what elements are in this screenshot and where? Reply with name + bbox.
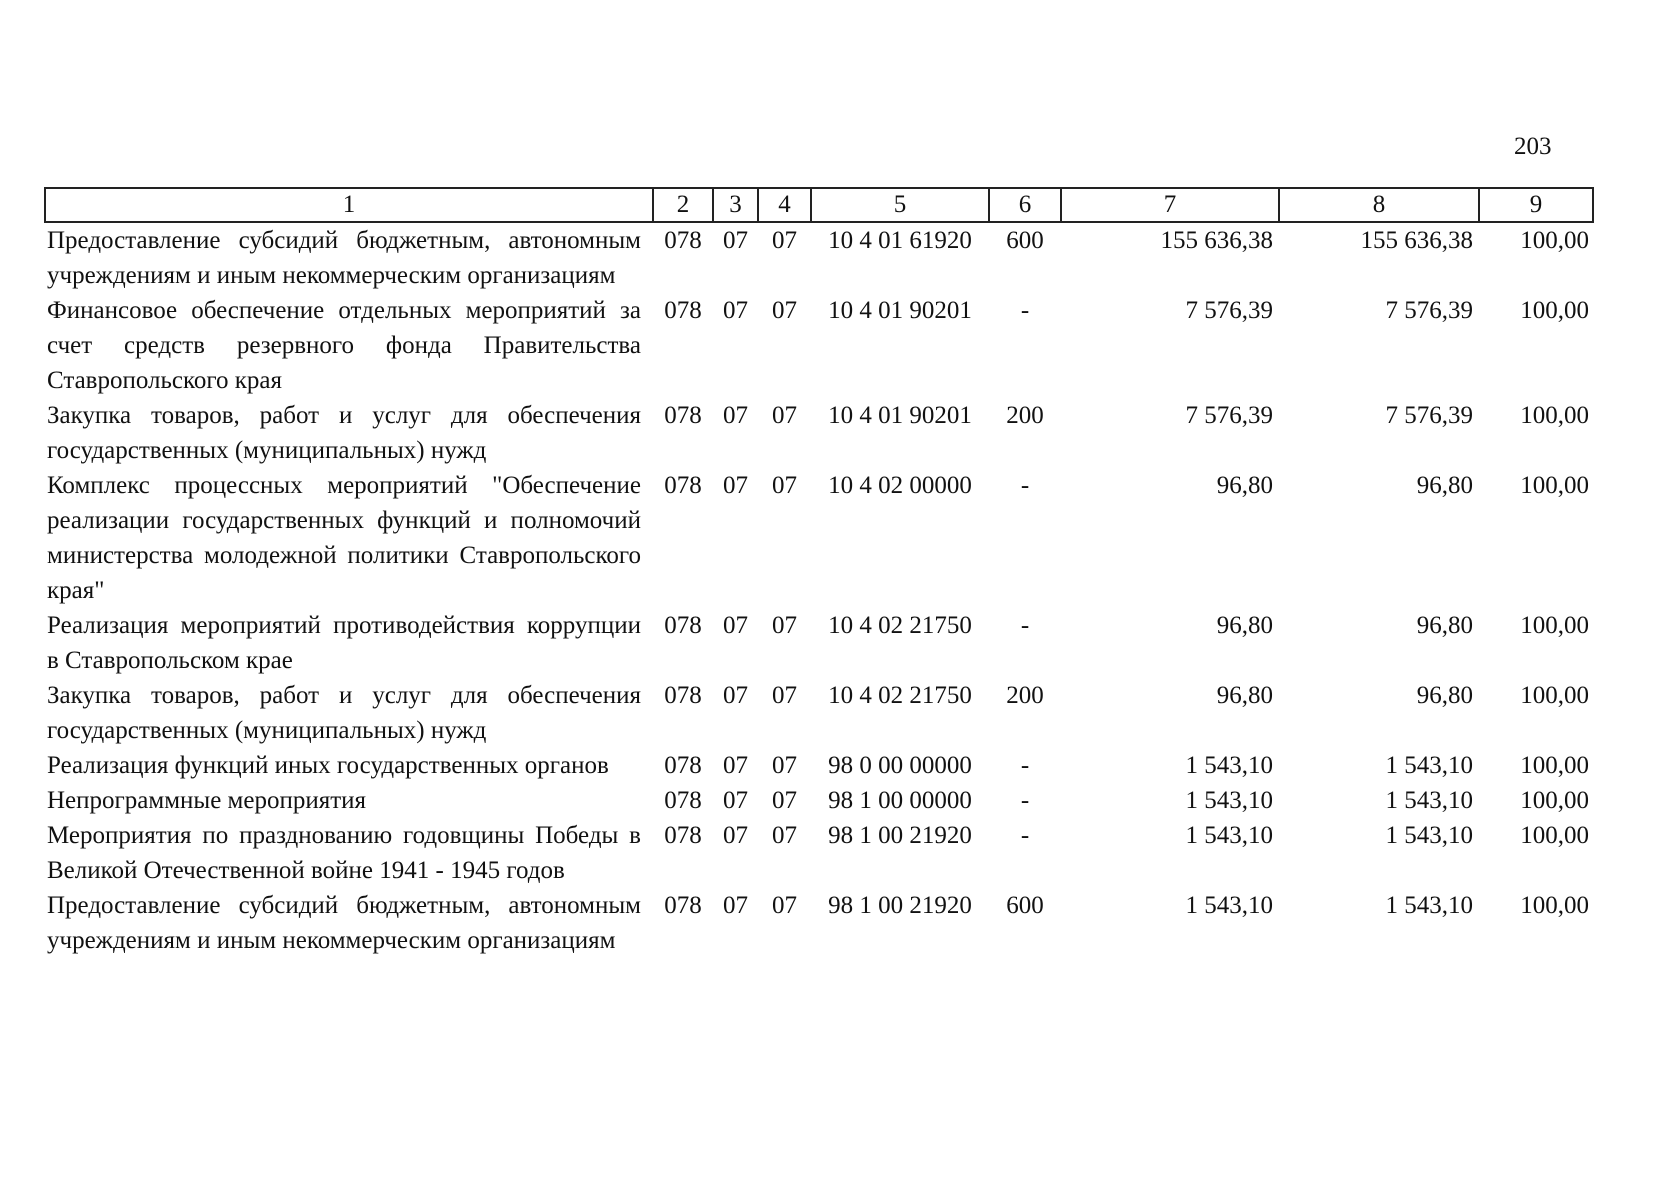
- row-subsection: 07: [772, 892, 797, 919]
- row-description: Мероприятия по празднованию годовщины Победы в Великой Отечественной войне 1941 - 1945 годов: [47, 822, 641, 884]
- column-header: 2: [653, 188, 713, 222]
- table-row: [45, 222, 1593, 293]
- row-subsection: 07: [772, 612, 797, 639]
- row-ministry-code: 078: [664, 892, 702, 919]
- row-planned-amount: 7 576,39: [1185, 297, 1273, 324]
- row-execution-percent: 100,00: [1520, 227, 1589, 254]
- row-ministry-code: 078: [664, 752, 702, 779]
- row-description: Предоставление субсидий бюджетным, автономным учреждениям и иным некоммерческим организациям: [47, 892, 641, 954]
- row-planned-amount: 96,80: [1216, 682, 1273, 709]
- row-executed-amount: 7 576,39: [1385, 297, 1473, 324]
- table-row: [45, 678, 1593, 748]
- row-planned-amount: 7 576,39: [1185, 402, 1273, 429]
- row-subsection: 07: [772, 227, 797, 254]
- column-header: 8: [1279, 188, 1479, 222]
- row-ministry-code: 078: [664, 402, 702, 429]
- table-row: [45, 783, 1593, 818]
- row-execution-percent: 100,00: [1520, 297, 1589, 324]
- row-description: Закупка товаров, работ и услуг для обеспечения государственных (муниципальных) нужд: [47, 682, 641, 744]
- row-ministry-code: 078: [664, 297, 702, 324]
- row-subsection: 07: [772, 402, 797, 429]
- row-expense-type: 600: [1006, 227, 1044, 254]
- row-executed-amount: 1 543,10: [1385, 892, 1473, 919]
- row-planned-amount: 1 543,10: [1185, 822, 1273, 849]
- row-executed-amount: 1 543,10: [1385, 787, 1473, 814]
- table-row: [45, 888, 1593, 958]
- row-executed-amount: 96,80: [1416, 472, 1473, 499]
- row-executed-amount: 96,80: [1416, 612, 1473, 639]
- row-execution-percent: 100,00: [1520, 822, 1589, 849]
- row-description: Реализация функций иных государственных органов: [47, 752, 609, 779]
- row-planned-amount: 1 543,10: [1185, 787, 1273, 814]
- table-row: [45, 748, 1593, 783]
- row-planned-amount: 155 636,38: [1160, 227, 1273, 254]
- row-subsection: 07: [772, 787, 797, 814]
- row-executed-amount: 155 636,38: [1360, 227, 1473, 254]
- row-expense-type: -: [1020, 297, 1030, 324]
- column-header: 4: [758, 188, 811, 222]
- table-row: [45, 293, 1593, 398]
- row-execution-percent: 100,00: [1520, 892, 1589, 919]
- row-executed-amount: 96,80: [1416, 682, 1473, 709]
- row-subsection: 07: [772, 472, 797, 499]
- row-expense-type: -: [1020, 787, 1030, 814]
- row-execution-percent: 100,00: [1520, 612, 1589, 639]
- row-ministry-code: 078: [664, 682, 702, 709]
- row-subsection: 07: [772, 682, 797, 709]
- row-expense-type: -: [1020, 822, 1030, 849]
- row-section: 07: [723, 822, 748, 849]
- column-header: 7: [1061, 188, 1279, 222]
- row-executed-amount: 1 543,10: [1385, 822, 1473, 849]
- column-header: 5: [811, 188, 989, 222]
- header-row: [45, 188, 1593, 222]
- row-expense-type: 200: [1006, 682, 1044, 709]
- column-header: 6: [989, 188, 1061, 222]
- row-subsection: 07: [772, 752, 797, 779]
- row-target-article: 10 4 02 21750: [828, 612, 972, 639]
- row-ministry-code: 078: [664, 227, 702, 254]
- row-section: 07: [723, 402, 748, 429]
- row-target-article: 10 4 02 00000: [828, 472, 972, 499]
- row-ministry-code: 078: [664, 822, 702, 849]
- row-planned-amount: 96,80: [1216, 472, 1273, 499]
- budget-table: [44, 187, 1594, 958]
- table-row: [45, 608, 1593, 678]
- row-target-article: 10 4 01 61920: [828, 227, 972, 254]
- row-section: 07: [723, 682, 748, 709]
- row-description: Предоставление субсидий бюджетным, автономным учреждениям и иным некоммерческим организациям: [47, 227, 641, 289]
- row-target-article: 10 4 01 90201: [828, 402, 972, 429]
- column-header: 1: [45, 188, 653, 222]
- table-row: [45, 818, 1593, 888]
- row-target-article: 98 1 00 21920: [828, 822, 972, 849]
- column-header: 3: [713, 188, 758, 222]
- row-expense-type: -: [1020, 472, 1030, 499]
- row-execution-percent: 100,00: [1520, 787, 1589, 814]
- row-expense-type: -: [1020, 752, 1030, 779]
- row-ministry-code: 078: [664, 472, 702, 499]
- row-target-article: 98 1 00 00000: [828, 787, 972, 814]
- page-number: 203: [1514, 133, 1552, 160]
- row-description: Комплекс процессных мероприятий "Обеспечение реализации государственных функций и полномочий министерства молодежной политики Ставропольского края": [47, 472, 641, 604]
- row-subsection: 07: [772, 822, 797, 849]
- row-description: Закупка товаров, работ и услуг для обеспечения государственных (муниципальных) нужд: [47, 402, 641, 464]
- row-section: 07: [723, 297, 748, 324]
- row-execution-percent: 100,00: [1520, 682, 1589, 709]
- row-ministry-code: 078: [664, 787, 702, 814]
- row-executed-amount: 1 543,10: [1385, 752, 1473, 779]
- row-target-article: 10 4 02 21750: [828, 682, 972, 709]
- row-section: 07: [723, 892, 748, 919]
- row-ministry-code: 078: [664, 612, 702, 639]
- row-executed-amount: 7 576,39: [1385, 402, 1473, 429]
- row-section: 07: [723, 472, 748, 499]
- row-execution-percent: 100,00: [1520, 752, 1589, 779]
- row-section: 07: [723, 227, 748, 254]
- table-row: [45, 398, 1593, 468]
- row-execution-percent: 100,00: [1520, 402, 1589, 429]
- row-expense-type: -: [1020, 612, 1030, 639]
- row-description: Непрограммные мероприятия: [47, 787, 367, 814]
- column-header: 9: [1479, 188, 1593, 222]
- row-section: 07: [723, 752, 748, 779]
- row-execution-percent: 100,00: [1520, 472, 1589, 499]
- row-target-article: 10 4 01 90201: [828, 297, 972, 324]
- row-planned-amount: 1 543,10: [1185, 892, 1273, 919]
- row-expense-type: 600: [1006, 892, 1044, 919]
- row-section: 07: [723, 787, 748, 814]
- row-target-article: 98 1 00 21920: [828, 892, 972, 919]
- row-subsection: 07: [772, 297, 797, 324]
- row-planned-amount: 1 543,10: [1185, 752, 1273, 779]
- row-section: 07: [723, 612, 748, 639]
- row-description: Реализация мероприятий противодействия коррупции в Ставропольском крае: [47, 612, 641, 674]
- table-row: [45, 468, 1593, 608]
- row-target-article: 98 0 00 00000: [828, 752, 972, 779]
- row-expense-type: 200: [1006, 402, 1044, 429]
- row-description: Финансовое обеспечение отдельных мероприятий за счет средств резервного фонда Правительства Ставропольского края: [47, 297, 641, 394]
- row-planned-amount: 96,80: [1216, 612, 1273, 639]
